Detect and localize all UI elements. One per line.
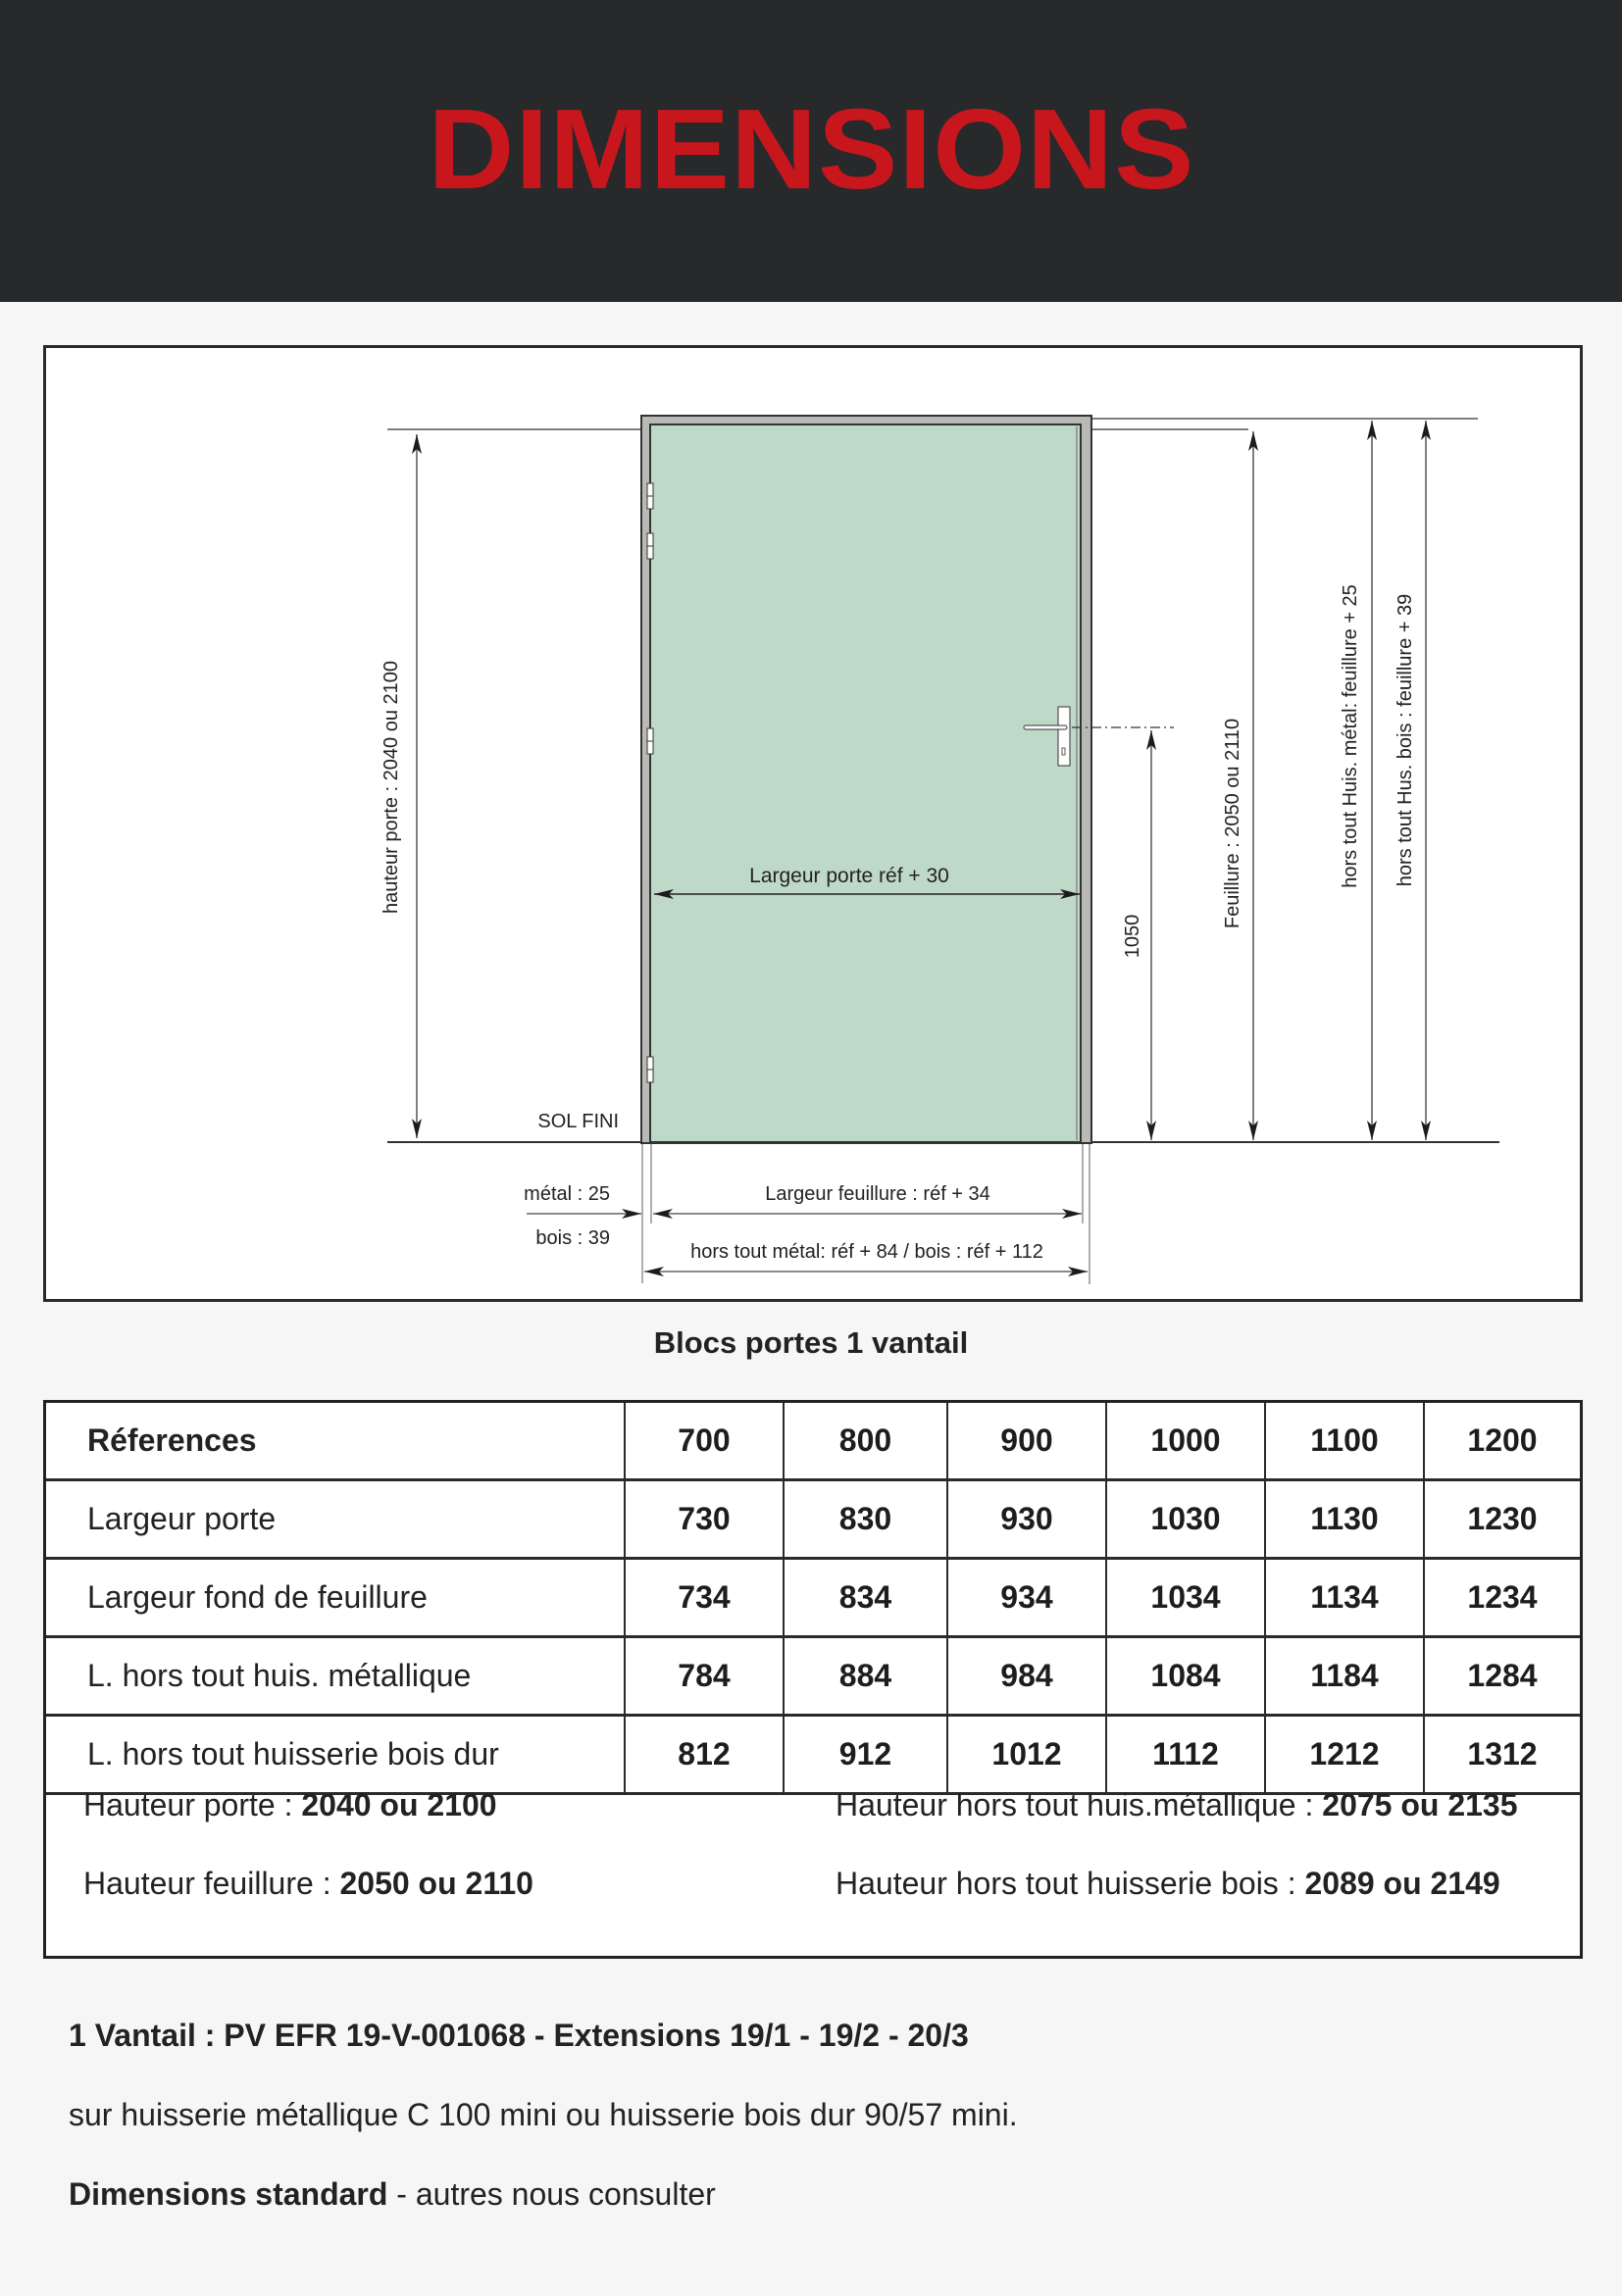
dimensions-table <box>43 1400 1583 1959</box>
row-label: L. hors tout huis. métallique <box>46 1637 625 1716</box>
door-height-label: hauteur porte : 2040 ou 2100 <box>380 661 402 914</box>
certification-note: 1 Vantail : PV EFR 19-V-001068 - Extensions 19/1 - 19/2 - 20/3 <box>69 2018 969 2053</box>
table-row <box>46 1480 1580 1559</box>
header-cell: 700 <box>625 1403 784 1480</box>
door-leaf <box>650 424 1081 1142</box>
table-cell: 1084 <box>1106 1637 1265 1716</box>
header-cell: 1000 <box>1106 1403 1265 1480</box>
header-cell: 800 <box>784 1403 947 1480</box>
door-width-label: Largeur porte réf + 30 <box>749 865 949 887</box>
hinge-icon <box>647 1057 653 1082</box>
table-cell: 1234 <box>1424 1559 1580 1637</box>
table-cell: 934 <box>947 1559 1106 1637</box>
table-cell: 784 <box>625 1637 784 1716</box>
table-header-row <box>46 1403 1580 1480</box>
sol-fini-label: SOL FINI <box>537 1111 619 1132</box>
footer-notes <box>69 2018 1018 2256</box>
table-cell: 1112 <box>1106 1716 1265 1794</box>
header-label: Réferences <box>46 1403 625 1480</box>
handle-height-label: 1050 <box>1122 914 1143 959</box>
table-cell: 884 <box>784 1637 947 1716</box>
hinge-icon <box>647 483 653 509</box>
metal-overall-height-label: hors tout Huis. métal: feuillure + 25 <box>1340 584 1361 888</box>
table-cell: 734 <box>625 1559 784 1637</box>
table-cell: 1212 <box>1265 1716 1424 1794</box>
table-cell: 812 <box>625 1716 784 1794</box>
table-cell: 730 <box>625 1480 784 1559</box>
table-cell: 984 <box>947 1637 1106 1716</box>
door-height-summary: Hauteur porte : 2040 ou 2100 <box>83 1787 497 1822</box>
table-cell: 912 <box>784 1716 947 1794</box>
feuillure-height-summary: Hauteur feuillure : 2050 ou 2110 <box>83 1866 533 1901</box>
table-cell: 1130 <box>1265 1480 1424 1559</box>
table-caption: Blocs portes 1 vantail <box>653 1325 969 1360</box>
table-cell: 830 <box>784 1480 947 1559</box>
table-cell: 834 <box>784 1559 947 1637</box>
table-cell: 1284 <box>1424 1637 1580 1716</box>
table-row <box>46 1716 1580 1794</box>
wood-overall-height-label: hors tout Hus. bois : feuillure + 39 <box>1394 593 1416 887</box>
standard-dimensions-note: Dimensions standard - autres nous consulter <box>69 2176 716 2212</box>
header-cell: 1200 <box>1424 1403 1580 1480</box>
header-cell: 1100 <box>1265 1403 1424 1480</box>
wood-height-summary: Hauteur hors tout huisserie bois : 2089 ou 2149 <box>836 1866 1500 1901</box>
table-cell: 1034 <box>1106 1559 1265 1637</box>
feuillure-height-label: Feuillure : 2050 ou 2110 <box>1222 718 1243 929</box>
frame-requirement-note: sur huisserie métallique C 100 mini ou huisserie bois dur 90/57 mini. <box>69 2097 1018 2132</box>
header-cell: 900 <box>947 1403 1106 1480</box>
table-row <box>46 1637 1580 1716</box>
door-drawing <box>43 345 1583 1302</box>
table-cell: 1184 <box>1265 1637 1424 1716</box>
table-row <box>46 1559 1580 1637</box>
row-label: Largeur porte <box>46 1480 625 1559</box>
wood-offset-label: bois : 39 <box>535 1227 610 1249</box>
row-label: L. hors tout huisserie bois dur <box>46 1716 625 1794</box>
feuillure-width-label: Largeur feuillure : réf + 34 <box>765 1183 990 1205</box>
table-cell: 1312 <box>1424 1716 1580 1794</box>
row-label: Largeur fond de feuillure <box>46 1559 625 1637</box>
hinge-icon <box>647 728 653 754</box>
metal-height-summary: Hauteur hors tout huis.métallique : 2075 ou 2135 <box>836 1787 1518 1822</box>
table-cell: 930 <box>947 1480 1106 1559</box>
page-title: DIMENSIONS <box>428 85 1194 213</box>
table-cell: 1030 <box>1106 1480 1265 1559</box>
hinge-icon <box>647 533 653 559</box>
metal-offset-label: métal : 25 <box>524 1183 610 1205</box>
table-cell: 1012 <box>947 1716 1106 1794</box>
table-cell: 1134 <box>1265 1559 1424 1637</box>
overall-width-label: hors tout métal: réf + 84 / bois : réf + 112 <box>690 1241 1043 1263</box>
table-cell: 1230 <box>1424 1480 1580 1559</box>
